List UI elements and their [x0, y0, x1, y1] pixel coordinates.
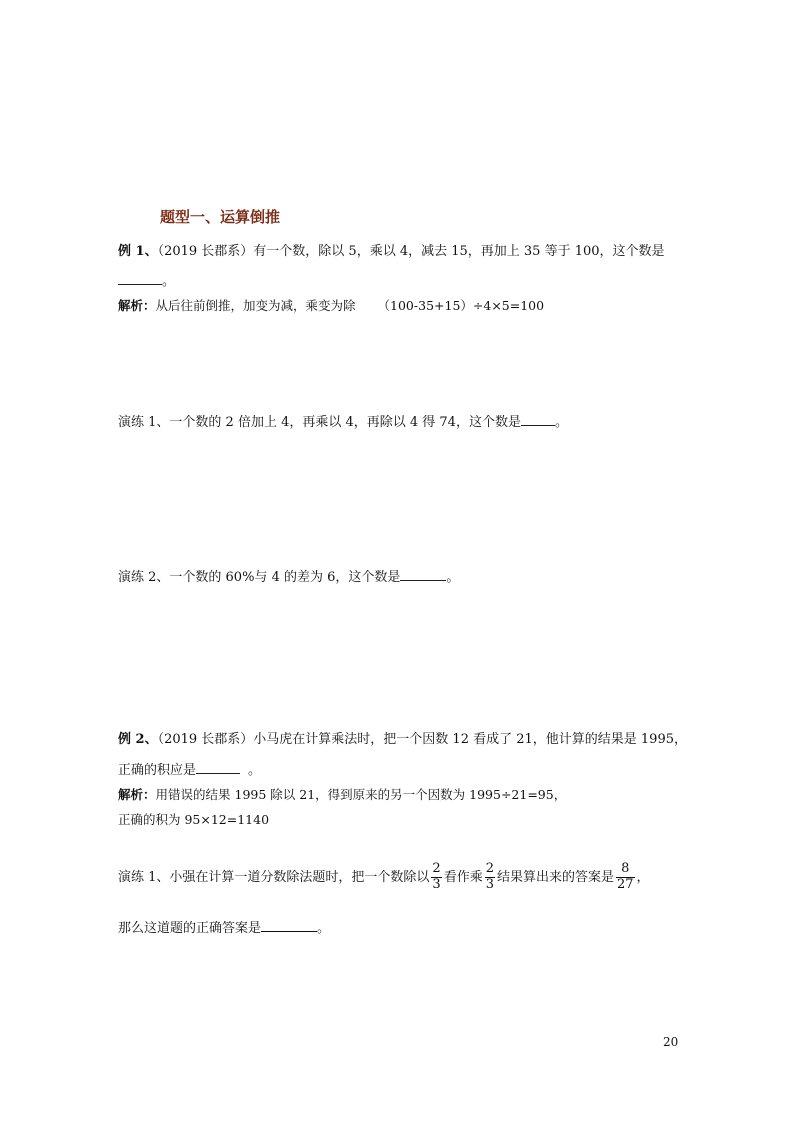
example-1-line-2 — [118, 270, 175, 289]
practice-2-text: 演练 2、一个数的 60%与 4 的差为 6，这个数是 — [118, 570, 401, 585]
fraction-denominator: 3 — [485, 876, 494, 892]
page-number: 20 — [663, 1035, 679, 1049]
practice-3-line-2-text: 那么这道题的正确答案是 — [118, 921, 262, 936]
practice-1-text: 演练 1、一个数的 2 倍加上 4，再乘以 4，再除以 4 得 74，这个数是 — [118, 415, 521, 430]
example-2-line-1 — [118, 728, 687, 747]
practice-3-end: 。 — [317, 921, 331, 936]
fraction-two-thirds — [431, 862, 441, 893]
practice-3-part-2: 看作乘 — [443, 869, 483, 885]
example-1-label: 例 1、 — [118, 244, 158, 259]
practice-2 — [118, 566, 459, 585]
analysis-2-line-1 — [118, 785, 566, 803]
answer-blank — [400, 568, 446, 581]
practice-2-end: 。 — [446, 570, 460, 585]
fraction-denominator: 3 — [432, 876, 441, 892]
practice-3-part-1: 演练 1、小强在计算一道分数除法题时，把一个数除以 — [118, 869, 430, 885]
analysis-1 — [118, 296, 544, 314]
section-title: 题型一、运算倒推 — [160, 208, 281, 226]
example-1-end: 。 — [162, 274, 176, 289]
analysis-1-text: 从后往前倒推，加变为减，乘变为除 — [155, 298, 356, 313]
analysis-2-text-2: 正确的积为 95×12=1140 — [118, 812, 270, 827]
analysis-2-line-2 — [118, 810, 269, 828]
fraction-numerator: 2 — [432, 861, 441, 876]
answer-blank — [196, 761, 240, 774]
fraction-denominator: 27 — [617, 876, 634, 892]
example-2-line-2-text: 正确的积应是 — [118, 763, 197, 778]
example-1-text: （2019 长郡系）有一个数，除以 5，乘以 4，减去 15，再加上 35 等于 100，这个数是 — [157, 244, 665, 259]
analysis-2-label: 解析： — [118, 787, 156, 802]
example-2-end: 。 — [248, 763, 262, 778]
practice-3-line-2 — [118, 917, 330, 936]
practice-1 — [118, 411, 568, 430]
practice-3-part-4: ， — [636, 869, 650, 885]
analysis-1-label: 解析： — [118, 298, 156, 313]
example-1-line-1 — [118, 240, 665, 259]
practice-3-line-1 — [118, 862, 650, 893]
practice-3-part-3: 结果算出来的答案是 — [496, 869, 614, 885]
fraction-numerator: 2 — [485, 861, 494, 876]
analysis-2-text: 用错误的结果 1995 除以 21，得到原来的另一个因数为 1995÷21=95， — [155, 787, 567, 802]
answer-blank — [118, 272, 162, 285]
practice-1-end: 。 — [554, 415, 568, 430]
fraction-numerator: 8 — [621, 861, 630, 876]
answer-blank — [521, 413, 555, 426]
analysis-1-formula: （100-35+15）÷4×5=100 — [377, 298, 545, 313]
example-2-text: （2019 长郡系）小马虎在计算乘法时，把一个因数 12 看成了 21，他计算的结果是 1995， — [157, 732, 687, 747]
example-2-label: 例 2、 — [118, 732, 158, 747]
example-2-line-2 — [118, 759, 261, 778]
fraction-two-thirds-2 — [485, 862, 495, 893]
fraction-eight-27ths — [616, 862, 635, 893]
answer-blank — [261, 919, 317, 932]
